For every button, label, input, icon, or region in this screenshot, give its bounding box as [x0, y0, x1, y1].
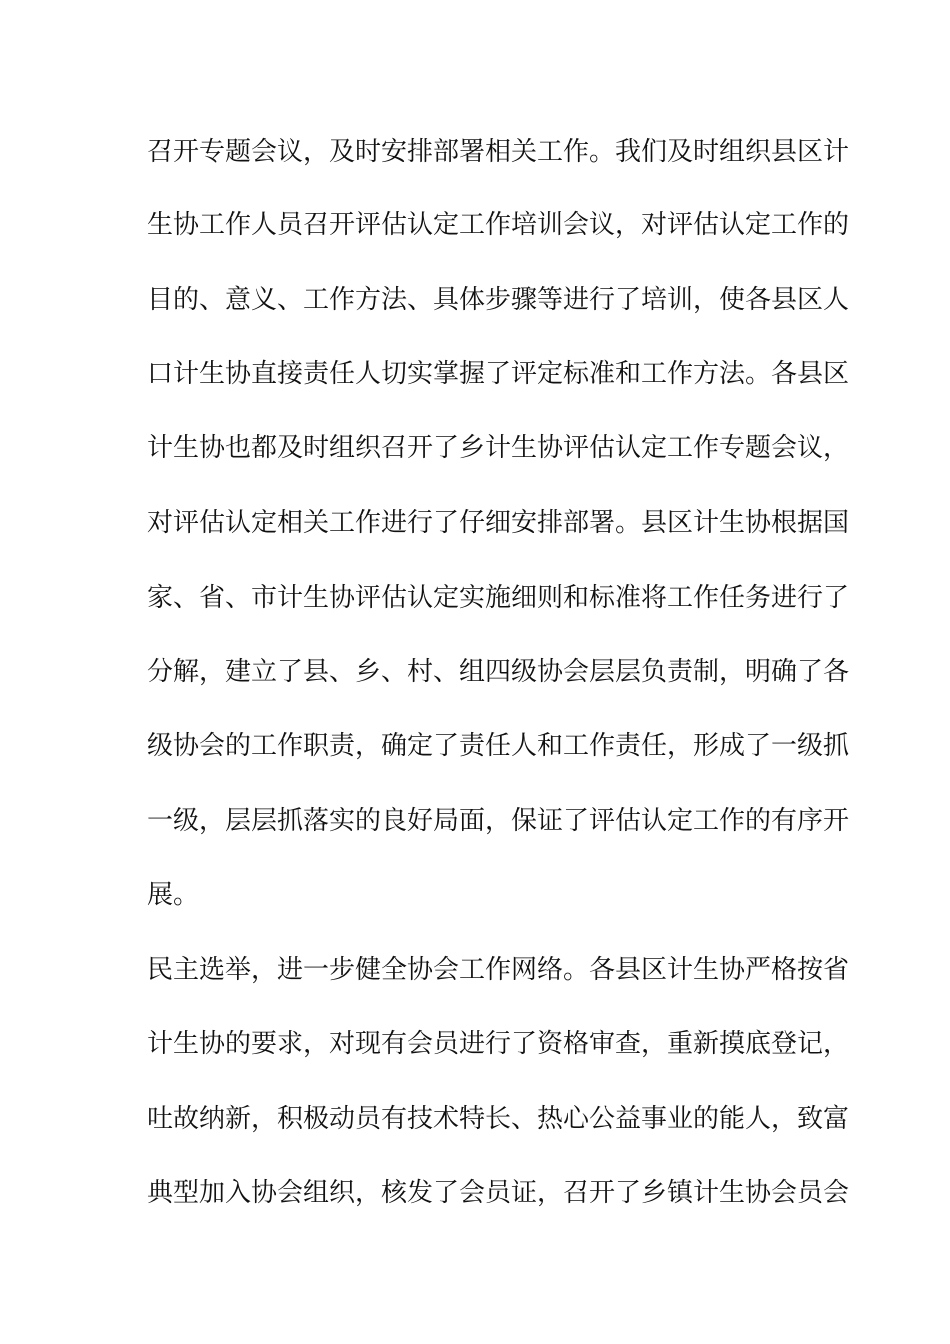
text-line: 吐故纳新，积极动员有技术特长、热心公益事业的能人，致富: [147, 1104, 850, 1134]
text-line: 口计生协直接责任人切实掌握了评定标准和工作方法。各县区: [147, 359, 850, 389]
text-line: 对评估认定相关工作进行了仔细安排部署。县区计生协根据国: [147, 508, 850, 538]
text-line: 民主选举，进一步健全协会工作网络。各县区计生协严格按省: [147, 955, 850, 985]
text-line: 计生协的要求，对现有会员进行了资格审查，重新摸底登记，: [147, 1029, 850, 1059]
text-line: 目的、意义、工作方法、具体步骤等进行了培训，使各县区人: [147, 285, 850, 315]
text-line: 生协工作人员召开评估认定工作培训会议，对评估认定工作的: [147, 210, 850, 240]
text-line: 召开专题会议，及时安排部署相关工作。我们及时组织县区计: [147, 137, 850, 167]
text-line: 家、省、市计生协评估认定实施细则和标准将工作任务进行了: [147, 583, 850, 613]
text-line: 分解，建立了县、乡、村、组四级协会层层负责制，明确了各: [147, 657, 850, 687]
text-line: 一级，层层抓落实的良好局面，保证了评估认定工作的有序开: [147, 806, 850, 836]
text-line: 级协会的工作职责，确定了责任人和工作责任，形成了一级抓: [147, 731, 850, 761]
text-line: 典型加入协会组织，核发了会员证，召开了乡镇计生协会员会: [147, 1178, 850, 1208]
text-line: 计生协也都及时组织召开了乡计生协评估认定工作专题会议，: [147, 433, 850, 463]
text-line: 展。: [147, 880, 200, 910]
